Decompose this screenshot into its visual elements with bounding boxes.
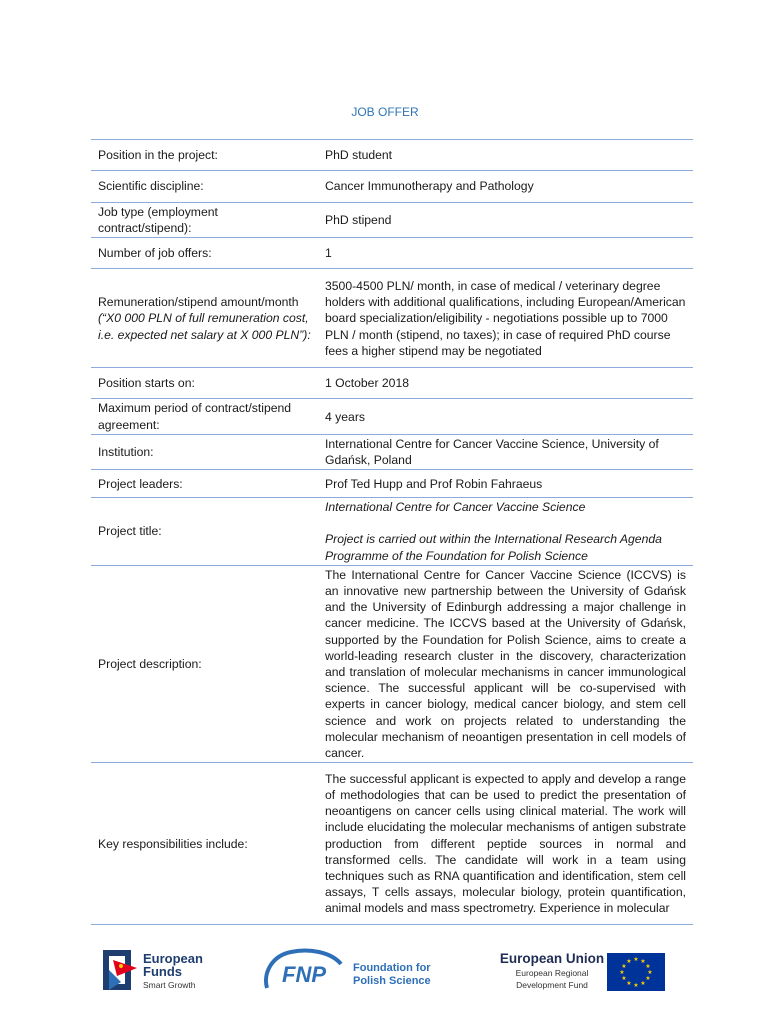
row-value: The successful applicant is expected to apply and develop a range of methodologies that can be used to predict the presentation of neoantigens on cancer cells using clinical material. The work will include elucidating the molecular mechanisms of antigen substrate production from different peptide sources in normal and transformed cells. The candidate will work in a team using techniques such as RNA quantification and identification, stem cell assays, T cells assays, molecular biology, protein quantification, animal models and mass spectrometry. Experience in molecular [318, 763, 693, 925]
table-row [91, 763, 693, 925]
table-row [91, 203, 693, 238]
row-value: International Centre for Cancer Vaccine Science, University of Gdańsk, Poland [318, 434, 693, 469]
project-title-note: Project is carried out within the International Research Agenda Programme of the Foundation for Polish Science [325, 532, 662, 563]
row-label: Project leaders: [91, 470, 318, 498]
svg-text:FNP: FNP [282, 962, 326, 987]
svg-text:★: ★ [633, 956, 639, 963]
table-row [91, 565, 693, 762]
row-value: 3500-4500 PLN/ month, in case of medical / veterinary degree holders with additional qualifications, including European/American board specialization/eligibility - negotiations possible up to 7000 PLN / month (stipend, no taxes); in case of required PhD course fees a higher stipend may be negotiated [318, 269, 693, 368]
table-row [91, 269, 693, 368]
row-label: Job type (employment contract/stipend): [91, 203, 318, 238]
row-value [318, 498, 693, 566]
svg-text:★: ★ [640, 980, 646, 987]
row-label: Scientific discipline: [91, 171, 318, 203]
fnp-line1: Foundation for [353, 962, 431, 974]
row-value: Cancer Immunotherapy and Pathology [318, 171, 693, 203]
row-value: PhD student [318, 140, 693, 171]
european-funds-logo [103, 946, 223, 998]
row-label: Project description: [91, 565, 318, 762]
fnp-line2: Polish Science [353, 975, 431, 987]
eu-line1: European Union [499, 951, 605, 966]
row-value: The International Centre for Cancer Vaccine Science (ICCVS) is an innovative new partnership between the University of Gdańsk and the University of Edinburgh addressing a major challenge in cancer medicine. The ICCVS based at the University of Gdańsk, supported by the Foundation for Polish Science, aims to create a world-leading research cluster in the discovery, characterization and translation of molecular mechanisms in cancer immunological science. The successful applicant will be co-supervised with experts in cancer biology, medical cancer biology, and stem cell science and work on projects related to understanding the molecular mechanism of neoantigen presentation in cell models of cancer. [318, 565, 693, 762]
table-row [91, 368, 693, 399]
eu-line3: Development Fund [516, 980, 588, 990]
remuneration-label: Remuneration/stipend amount/month [98, 295, 299, 310]
table-row [91, 470, 693, 498]
row-label: Institution: [91, 434, 318, 469]
table-row [91, 140, 693, 171]
svg-text:★: ★ [645, 963, 651, 970]
svg-text:★: ★ [626, 958, 632, 965]
job-offer-table [91, 139, 693, 925]
ef-line2: Funds [143, 964, 182, 979]
ef-line1: European [143, 951, 203, 966]
row-value: PhD stipend [318, 203, 693, 238]
table-row [91, 238, 693, 269]
row-label: Key responsibilities include: [91, 763, 318, 925]
row-label: Maximum period of contract/stipend agreement: [91, 399, 318, 434]
svg-text:★: ★ [621, 963, 627, 970]
eu-flag-icon [607, 953, 665, 991]
eu-logo [490, 946, 670, 998]
table-row [91, 171, 693, 203]
row-label: Number of job offers: [91, 238, 318, 269]
footer-logos [0, 946, 770, 998]
svg-text:★: ★ [640, 958, 646, 965]
project-title-text: International Centre for Cancer Vaccine Science [325, 500, 586, 515]
svg-text:★: ★ [619, 969, 625, 976]
svg-text:★: ★ [645, 975, 651, 982]
row-label: Project title: [91, 498, 318, 566]
european-funds-emblem-icon [103, 946, 139, 994]
eu-line2: European Regional [515, 968, 589, 978]
fnp-emblem-icon [261, 948, 347, 994]
fnp-logo [261, 946, 441, 998]
svg-text:★: ★ [626, 980, 632, 987]
row-value: 4 years [318, 399, 693, 434]
ef-line3: Smart Growth [143, 980, 196, 990]
remuneration-label-note: (“X0 000 PLN of full remuneration cost, i.e. expected net salary at X 000 PLN”): [98, 311, 311, 342]
table-row [91, 399, 693, 434]
svg-text:★: ★ [647, 969, 653, 976]
svg-text:★: ★ [633, 982, 639, 989]
row-value: 1 October 2018 [318, 368, 693, 399]
table-row [91, 434, 693, 469]
row-value: 1 [318, 238, 693, 269]
svg-text:★: ★ [621, 975, 627, 982]
page-title: JOB OFFER [351, 105, 419, 119]
row-label: Position starts on: [91, 368, 318, 399]
row-label: Position in the project: [91, 140, 318, 171]
row-label [91, 269, 318, 368]
table-row [91, 498, 693, 566]
row-value: Prof Ted Hupp and Prof Robin Fahraeus [318, 470, 693, 498]
